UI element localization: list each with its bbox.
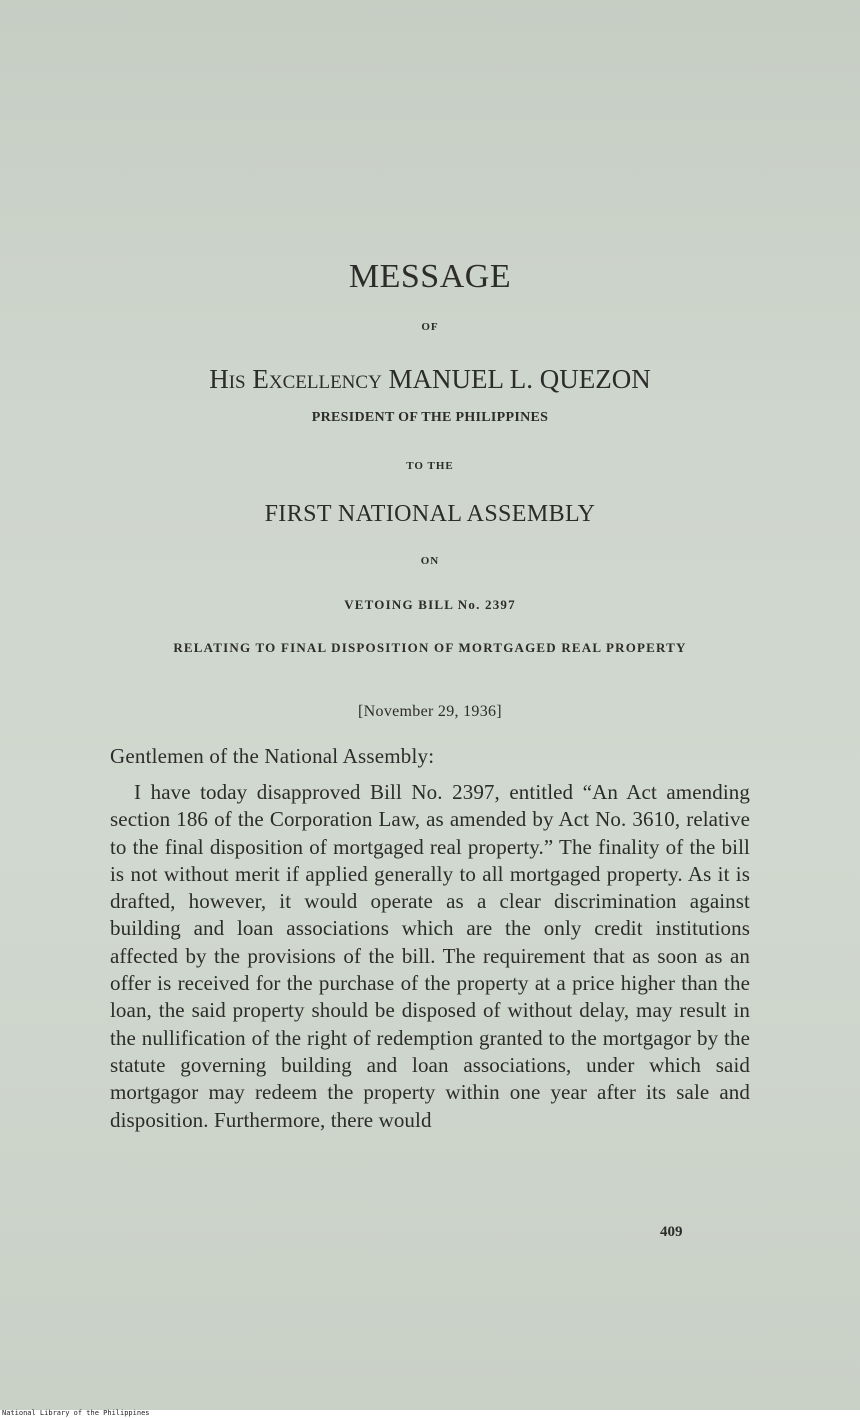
body-paragraph: I have today disapproved Bill No. 2397, entitled “An Act amending section 186 of the Corporation Law, as amended by Act No. 3610, relative to the final disposition of mortgaged real property.” The finality of the bill is not without merit if applied generally to all mortgaged property. As it is drafted, however, it would operate as a clear discrimination against building and loan associations which are the only credit institutions affected by the provisions of the bill. The requirement that as soon as an offer is received for the purchase of the property at a price higher than the loan, the said property should be disposed of without delay, may result in the nullification of the right of redemption granted to the mortgagor by the statute governing building and loan associations, under which said mortgagor may redeem the property within one year after its sale and disposition. Furthermore, there would: [110, 780, 750, 1132]
sender-position: PRESIDENT OF THE PHILIPPINES: [311, 410, 549, 425]
source-footer: National Library of the Philippines: [2, 1409, 150, 1417]
on-label: ON: [420, 555, 440, 567]
sender-line: [0, 364, 860, 395]
recipient: FIRST NATIONAL ASSEMBLY: [264, 501, 596, 527]
subtitle-text: RELATING TO FINAL DISPOSITION OF MORTGAGED REAL PROPERTY: [173, 640, 687, 655]
salutation: Gentlemen of the National Assembly:: [110, 744, 435, 768]
message-title: MESSAGE: [348, 258, 512, 295]
subtitle-heading: [0, 638, 860, 658]
of-label: OF: [421, 321, 439, 333]
page-number: 409: [660, 1224, 683, 1240]
subject-heading: VETOING BILL No. 2397: [344, 597, 516, 612]
honorific: His Excellency: [209, 364, 382, 394]
sender-name: MANUEL L. QUEZON: [388, 364, 651, 394]
to-the-label: TO THE: [406, 460, 454, 472]
message-date: [November 29, 1936]: [358, 703, 502, 720]
